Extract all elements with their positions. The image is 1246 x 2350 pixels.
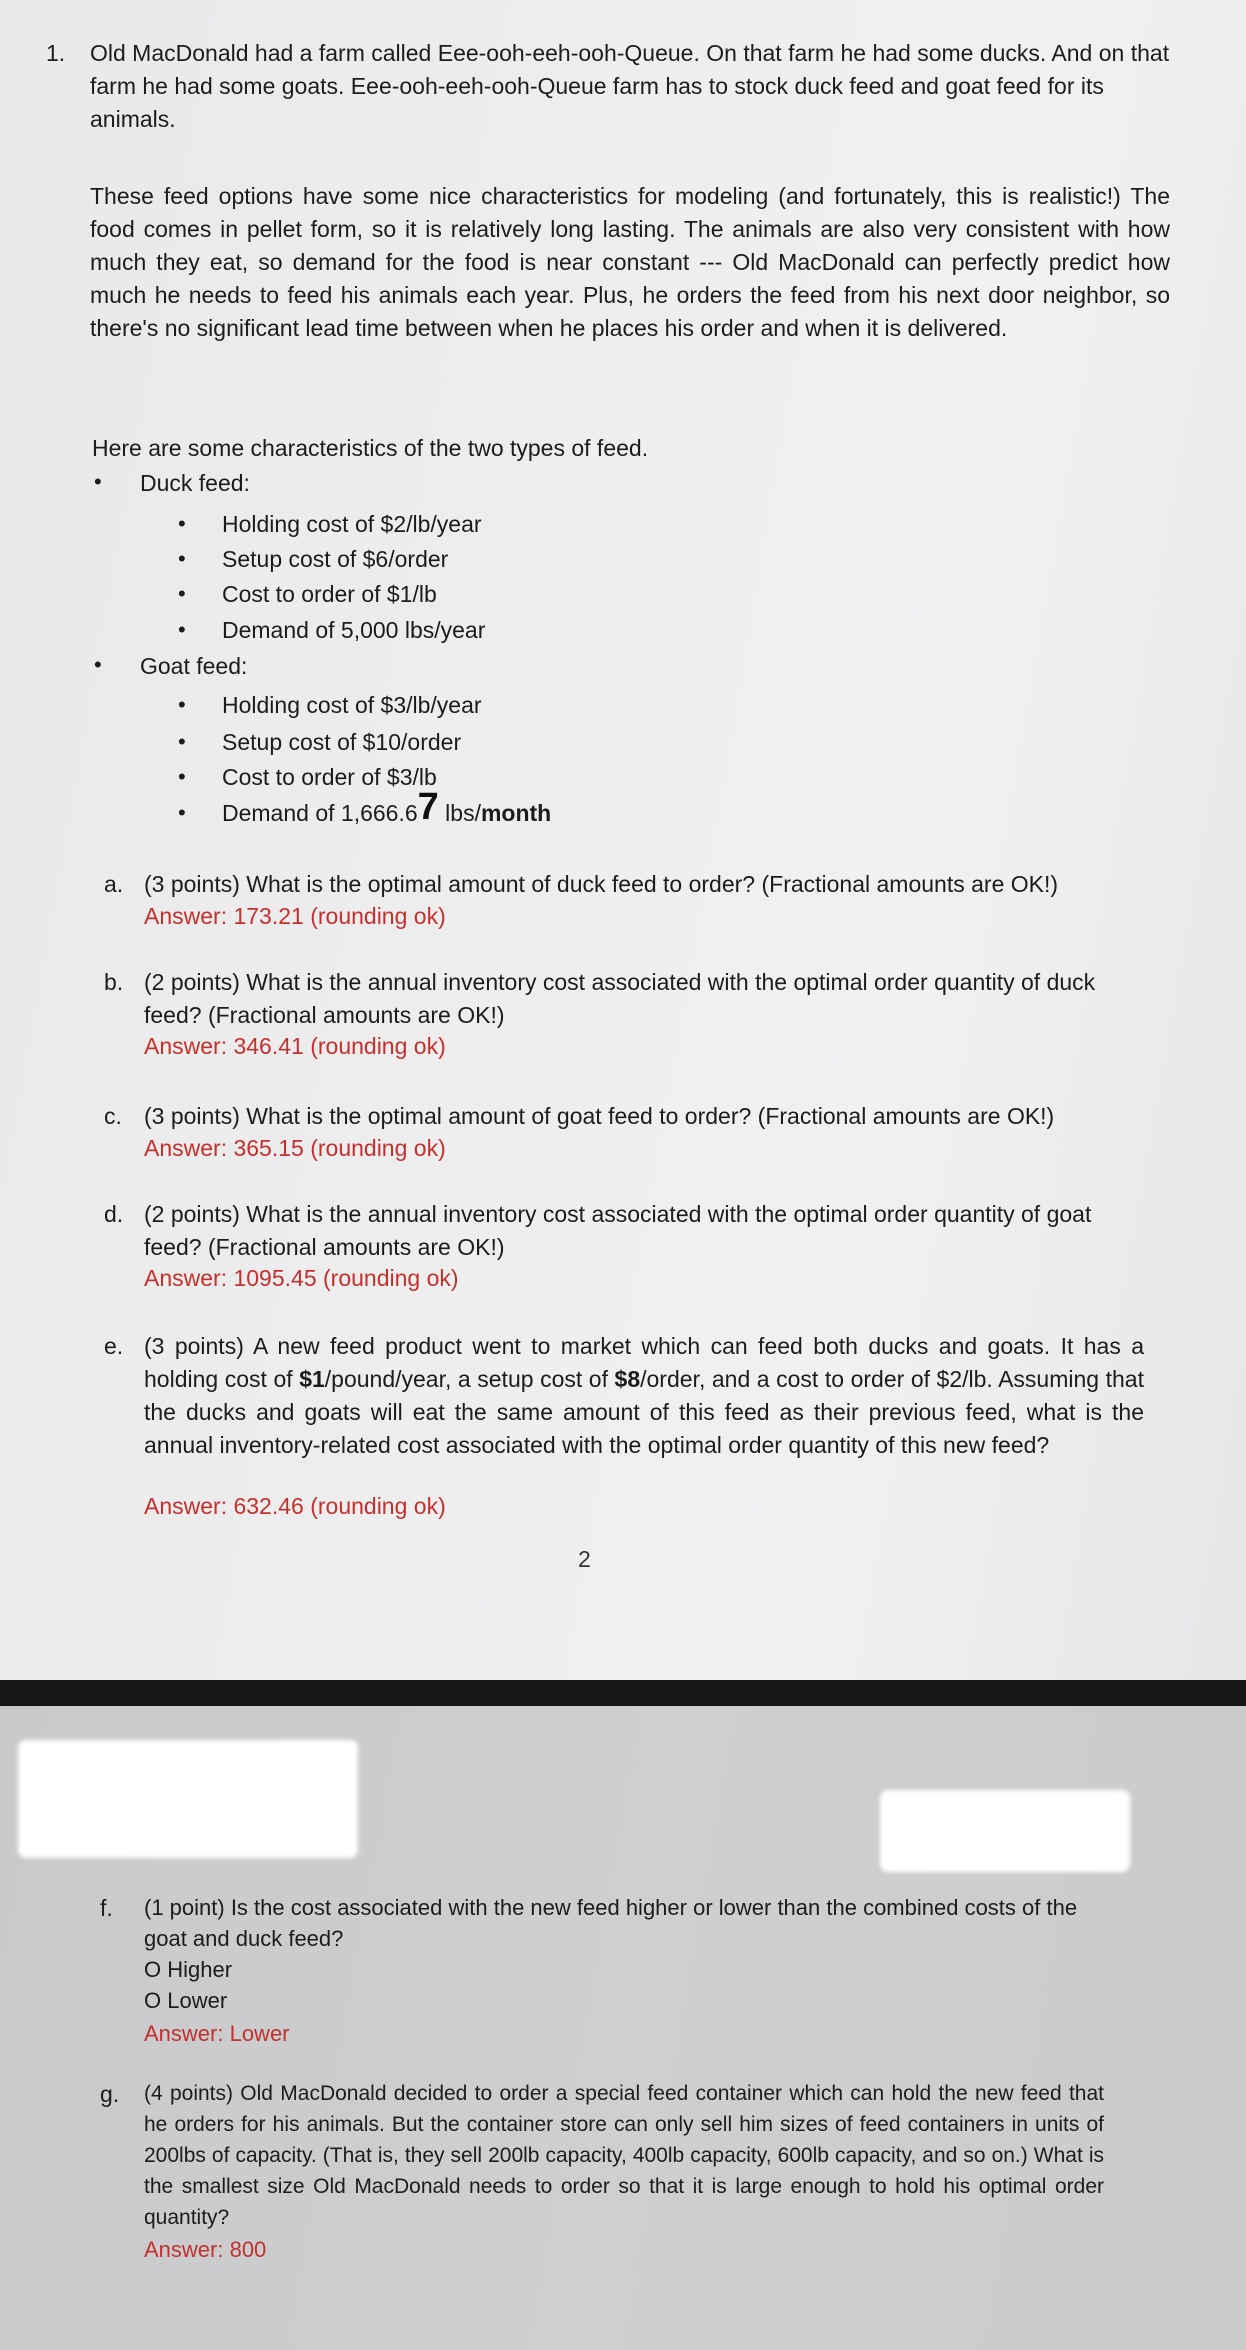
duck-item: Setup cost of $6/order: [222, 546, 449, 572]
bullet-icon: •: [94, 469, 102, 494]
list-intro: Here are some characteristics of the two types of feed.: [92, 435, 649, 461]
redaction-left: [18, 1740, 358, 1858]
duck-item: Demand of 5,000 lbs/year: [222, 617, 486, 643]
goat-item: Setup cost of $10/order: [222, 729, 462, 755]
option-higher[interactable]: O Higher: [144, 1957, 233, 1982]
bullet-icon: •: [178, 511, 186, 536]
part-d-question: (2 points) What is the annual inventory cost associated with the optimal order quantity of goat feed? (Fractional amounts are OK!): [144, 1201, 1092, 1260]
question-intro: Old MacDonald had a farm called Eee-ooh-eeh-ooh-Queue. On that farm he had some ducks. And on that farm he had some goats. Eee-ooh-eeh-ooh-Queue farm has to stock duck feed and goat feed for its animals.: [90, 40, 1170, 132]
bullet-icon: •: [178, 581, 186, 606]
part-letter: b.: [104, 969, 124, 995]
part-g-answer: Answer: 800: [144, 2237, 267, 2262]
duck-feed-label: Duck feed:: [140, 470, 250, 496]
bullet-icon: •: [178, 729, 186, 754]
handwritten-correction: 7: [417, 786, 439, 828]
bullet-icon: •: [178, 617, 186, 642]
part-d-answer: Answer: 1095.45 (rounding ok): [144, 1265, 459, 1291]
part-e-answer: Answer: 632.46 (rounding ok): [144, 1493, 446, 1519]
part-letter: c.: [104, 1103, 122, 1129]
duck-item: Cost to order of $1/lb: [222, 581, 437, 607]
bullet-icon: •: [94, 652, 102, 677]
bullet-icon: •: [178, 692, 186, 717]
duck-item: Holding cost of $2/lb/year: [222, 511, 482, 537]
part-letter: f.: [100, 1895, 113, 1921]
part-letter: d.: [104, 1201, 124, 1227]
goat-item: Holding cost of $3/lb/year: [222, 692, 482, 718]
part-letter: a.: [104, 871, 124, 897]
goat-demand: Demand of 1,666.67 lbs/month: [222, 786, 552, 828]
part-c-answer: Answer: 365.15 (rounding ok): [144, 1135, 446, 1161]
part-b-answer: Answer: 346.41 (rounding ok): [144, 1033, 446, 1059]
bullet-icon: •: [178, 546, 186, 571]
part-a-question: (3 points) What is the optimal amount of duck feed to order? (Fractional amounts are OK!): [144, 871, 1059, 897]
part-a-answer: Answer: 173.21 (rounding ok): [144, 903, 446, 929]
part-g-question: (4 points) Old MacDonald decided to order a special feed container which can hold the new feed that he orders for his animals. But the container store can only sell him sizes of feed containers in units of 200lbs of capacity. (That is, they sell 200lb capacity, 400lb capacity, 600lb capacity, and so on.) What is the smallest size Old MacDonald needs to order so that it is large enough to hold his optimal order quantity?: [144, 2082, 1104, 2229]
part-f-answer: Answer: Lower: [144, 2021, 290, 2046]
part-e-question: (3 points) A new feed product went to market which can feed both ducks and goats. It has a holding cost of $1/pound/year, a setup cost of $8/order, and a cost to order of $2/lb. Assuming that the ducks and goats will eat the same amount of this feed as their previous feed, what is the annual inventory-related cost associated with the optimal order quantity of this new feed?: [144, 1333, 1144, 1458]
goat-feed-label: Goat feed:: [140, 653, 248, 679]
option-lower[interactable]: O Lower: [144, 1988, 228, 2013]
redaction-right: [880, 1790, 1130, 1872]
question-para2: These feed options have some nice characteristics for modeling (and fortunately, this is realistic!) The food comes in pellet form, so it is relatively long lasting. The animals are also very consistent with how much they eat, so demand for the food is near constant --- Old MacDonald can perfectly predict how much he needs to feed his animals each year. Plus, he orders the feed from his next door neighbor, so there's no significant lead time between when he places his order and when it is delivered.: [90, 183, 1170, 341]
part-b-question: (2 points) What is the annual inventory cost associated with the optimal order quantity of duck feed? (Fractional amounts are OK!): [144, 969, 1096, 1028]
part-letter: g.: [100, 2081, 120, 2107]
part-letter: e.: [104, 1333, 124, 1359]
page-separator: [0, 1680, 1246, 1706]
part-f-question: (1 point) Is the cost associated with the new feed higher or lower than the combined costs of the goat and duck feed?: [144, 1895, 1078, 1951]
page-number: 2: [578, 1546, 591, 1572]
bullet-icon: •: [178, 764, 186, 789]
part-c-question: (3 points) What is the optimal amount of goat feed to order? (Fractional amounts are OK!): [144, 1103, 1055, 1129]
goat-item: Cost to order of $3/lb: [222, 764, 437, 790]
bullet-icon: •: [178, 800, 186, 825]
question-number: 1.: [46, 40, 66, 66]
